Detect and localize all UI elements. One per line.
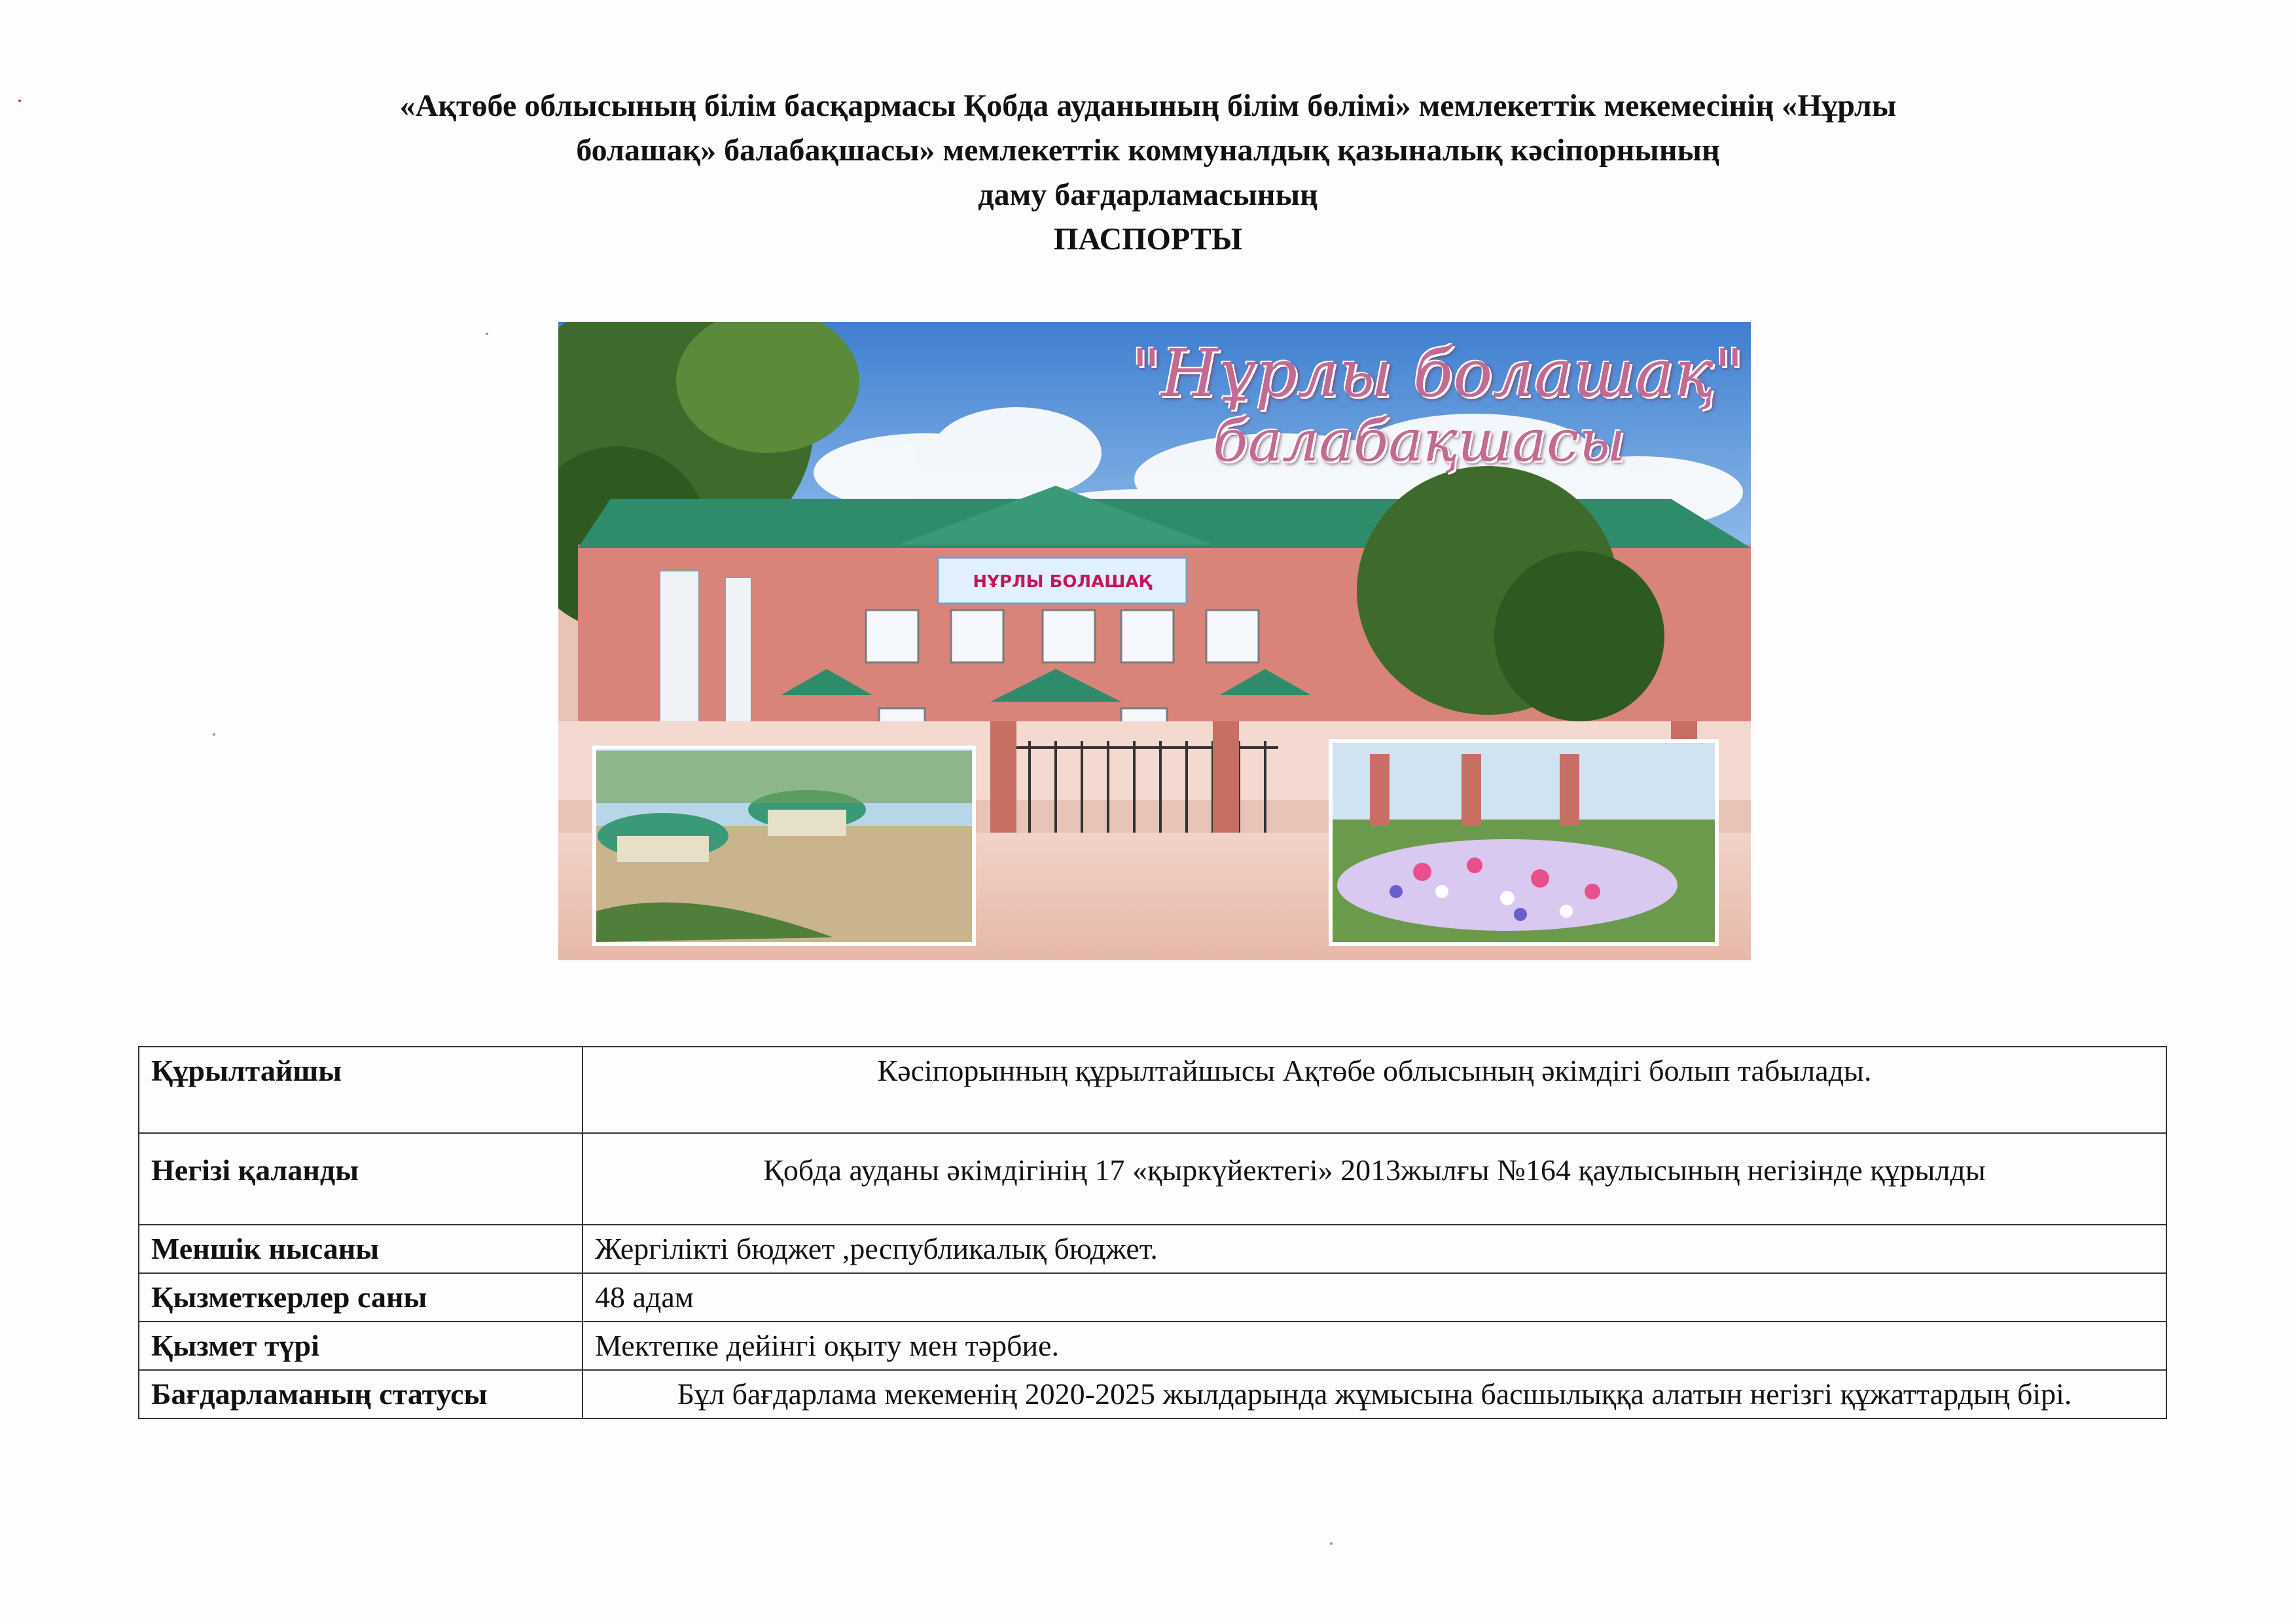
passport-table <box>138 1046 2167 1419</box>
title-line-1: «Ақтөбе облысының білім басқармасы Қобда ауданының білім бөлімі» мемлекеттік мекемесінің «Нұрлы <box>399 88 1897 123</box>
kindergarten-photo <box>558 322 1751 960</box>
scan-speck <box>486 333 488 335</box>
banner-text: НҰРЛЫ БОЛАШАҚ <box>973 572 1152 592</box>
inset-playground <box>594 748 974 944</box>
row-label-status: Бағдарламаның статусы <box>139 1370 583 1418</box>
row-value-status: Бұл бағдарлама мекеменің 2020-2025 жылдарында жұмысына басшылыққа алатын негізгі құжаттардың бірі. <box>583 1370 2166 1418</box>
row-value-founded: Қобда ауданы әкімдігінің 17 «қыркүйектегі» 2013жылғы №164 қаулысының негізінде құрылды <box>583 1133 2166 1225</box>
table-row <box>139 1370 2166 1418</box>
row-value-ownership: Жергілікті бюджет ,республикалық бюджет. <box>583 1225 2166 1273</box>
title-line-4: ПАСПОРТЫ <box>1054 222 1242 257</box>
scan-speck <box>18 99 21 102</box>
table-row <box>139 1322 2166 1370</box>
row-label-activity: Қызмет түрі <box>139 1322 583 1370</box>
row-value-founder: Кәсіпорынның құрылтайшысы Ақтөбе облысының әкімдігі болып табылады. <box>583 1047 2166 1133</box>
title-line-2: болашақ» балабақшасы» мемлекеттік коммуналдық қазыналық кәсіпорнының <box>576 133 1720 168</box>
row-label-ownership: Меншік нысаны <box>139 1225 583 1273</box>
row-value-staff: 48 адам <box>583 1273 2166 1322</box>
row-label-founder: Құрылтайшы <box>139 1047 583 1133</box>
table-row <box>139 1273 2166 1322</box>
inset-flowerbed <box>1331 741 1717 944</box>
row-label-staff: Қызметкерлер саны <box>139 1273 583 1322</box>
watermark-name: "Нұрлы болашақ" <box>1131 335 1744 412</box>
scan-speck <box>213 733 215 736</box>
row-label-founded: Негізі қаланды <box>139 1133 583 1225</box>
title-line-3: даму бағдарламасының <box>978 177 1318 212</box>
watermark-subtitle: балабақшасы <box>1213 407 1626 475</box>
table-row <box>139 1225 2166 1273</box>
document-title <box>170 84 2126 262</box>
table-row <box>139 1133 2166 1225</box>
scan-speck <box>1330 1542 1333 1545</box>
table-row <box>139 1047 2166 1133</box>
row-value-activity: Мектепке дейінгі оқыту мен тәрбие. <box>583 1322 2166 1370</box>
